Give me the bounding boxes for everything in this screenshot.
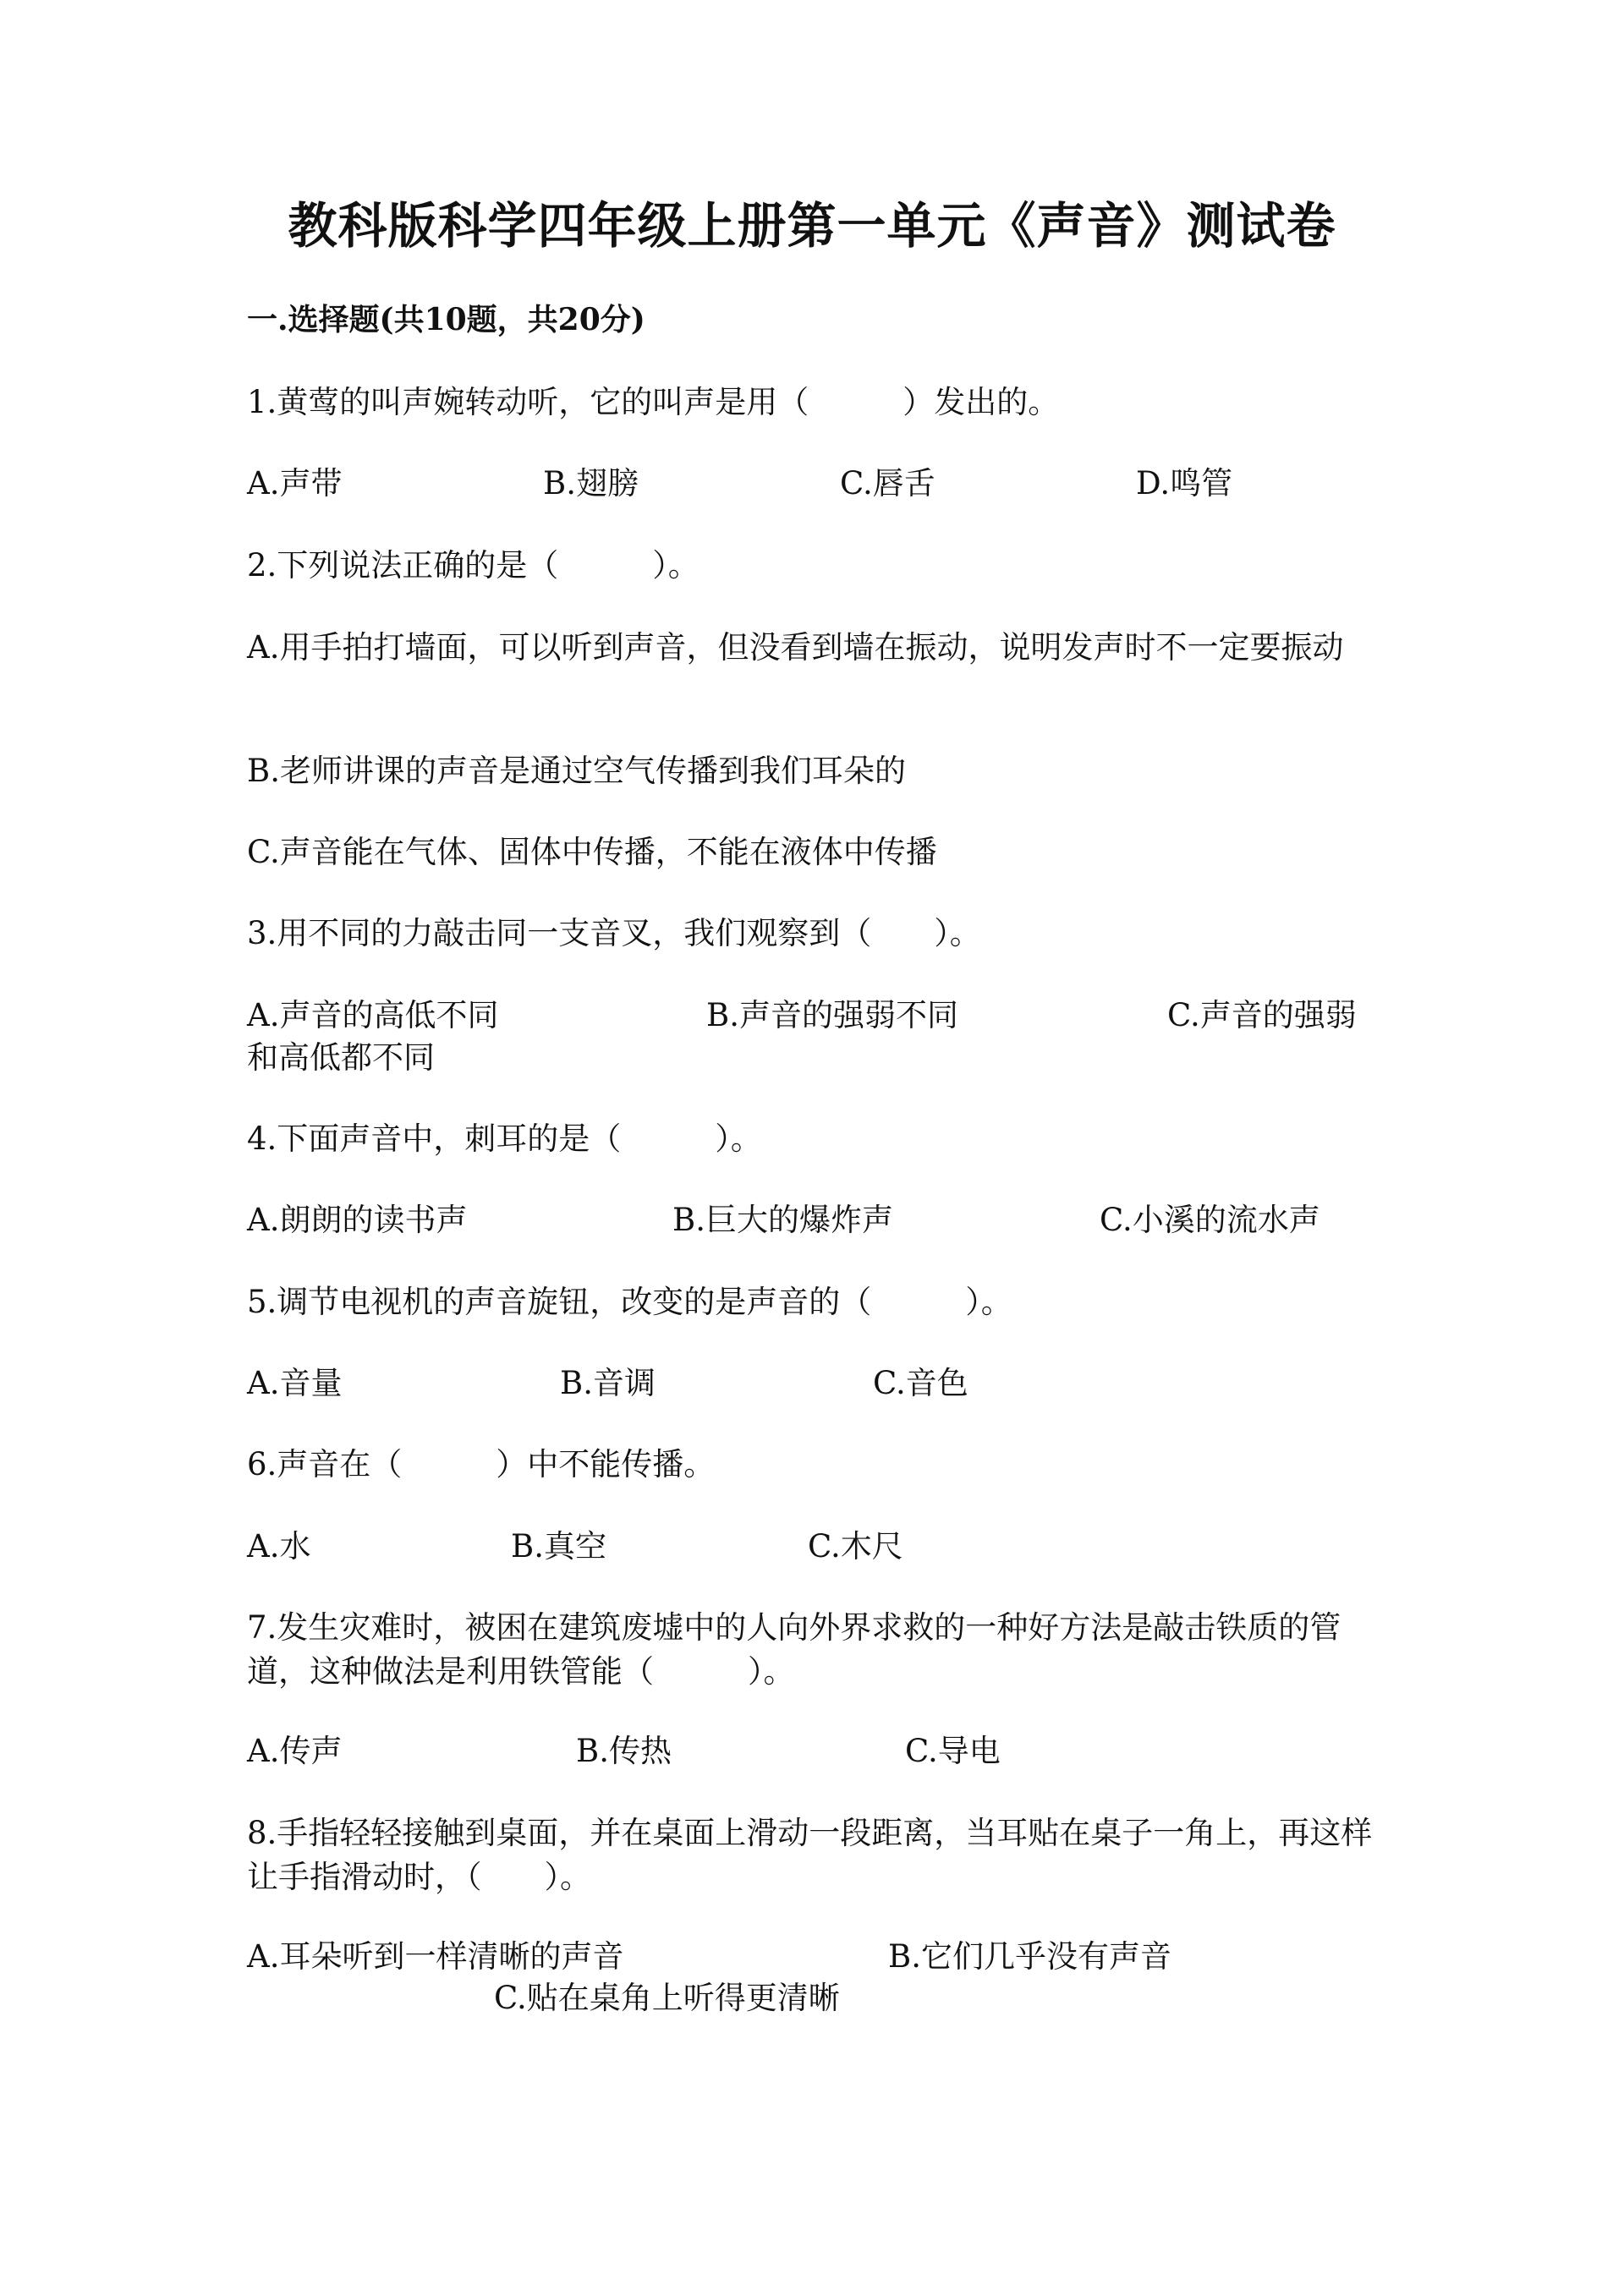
question-3-text: 3.用不同的力敲击同一支音叉，我们观察到（ ）。 bbox=[247, 915, 981, 951]
question-3-option-c: C.声音的强弱 bbox=[1167, 997, 1357, 1033]
question-3-option-b: B.声音的强弱不同 bbox=[706, 997, 958, 1033]
question-8-text: 8.手指轻轻接触到桌面，并在桌面上滑动一段距离，当耳贴在桌子一角上，再这样让手指滑动时，（ ）。 bbox=[247, 1815, 1373, 1895]
question-1-option-d: D.鸣管 bbox=[1136, 465, 1233, 501]
question-5-option-b: B.音调 bbox=[560, 1365, 656, 1401]
question-8-option-a: A.耳朵听到一样清晰的声音 bbox=[247, 1938, 624, 1975]
question-2-option-c: C.声音能在气体、固体中传播，不能在液体中传播 bbox=[247, 834, 937, 870]
page-title: 教科版科学四年级上册第一单元《声音》测试卷 bbox=[288, 197, 1336, 255]
question-2-text: 2.下列说法正确的是（ ）。 bbox=[247, 547, 700, 584]
question-4-option-c: C.小溪的流水声 bbox=[1100, 1202, 1320, 1238]
question-7-option-b: B.传热 bbox=[576, 1733, 672, 1769]
question-8-option-b: B.它们几乎没有声音 bbox=[888, 1938, 1171, 1975]
question-1-option-c: C.唇舌 bbox=[840, 465, 935, 501]
question-6-option-a: A.水 bbox=[247, 1528, 311, 1564]
question-8-option-c: C.贴在桌角上听得更清晰 bbox=[494, 1980, 840, 2016]
question-6-option-b: B.真空 bbox=[511, 1528, 606, 1564]
question-1-option-a: A.声带 bbox=[247, 465, 343, 501]
question-2-option-b: B.老师讲课的声音是通过空气传播到我们耳朵的 bbox=[247, 753, 906, 789]
question-7-option-c: C.导电 bbox=[905, 1733, 1001, 1769]
section-heading: 一.选择题(共10题，共20分) bbox=[247, 302, 645, 337]
question-5-option-a: A.音量 bbox=[247, 1365, 343, 1401]
question-5-option-c: C.音色 bbox=[873, 1365, 968, 1401]
question-7-text: 7.发生灾难时，被困在建筑废墟中的人向外界求救的一种好方法是敲击铁质的管道，这种做法是利用铁管能（ ）。 bbox=[247, 1609, 1341, 1690]
question-3-option-a: A.声音的高低不同 bbox=[247, 997, 499, 1033]
question-1-text: 1.黄莺的叫声婉转动听，它的叫声是用（ ）发出的。 bbox=[247, 384, 1060, 420]
question-1-option-b: B.翅膀 bbox=[543, 465, 639, 501]
question-3-option-c-continued: 和高低都不同 bbox=[247, 1039, 435, 1076]
question-6-option-c: C.木尺 bbox=[808, 1528, 903, 1564]
question-4-option-b: B.巨大的爆炸声 bbox=[672, 1202, 893, 1238]
question-5-text: 5.调节电视机的声音旋钮，改变的是声音的（ ）。 bbox=[247, 1284, 1012, 1320]
question-7-option-a: A.传声 bbox=[247, 1733, 343, 1769]
question-4-option-a: A.朗朗的读书声 bbox=[247, 1202, 468, 1238]
question-6-text: 6.声音在（ ）中不能传播。 bbox=[247, 1446, 716, 1482]
question-2-option-a: A.用手拍打墙面，可以听到声音，但没看到墙在振动，说明发声时不一定要振动 bbox=[247, 629, 1344, 666]
question-4-text: 4.下面声音中，刺耳的是（ ）。 bbox=[247, 1121, 762, 1157]
